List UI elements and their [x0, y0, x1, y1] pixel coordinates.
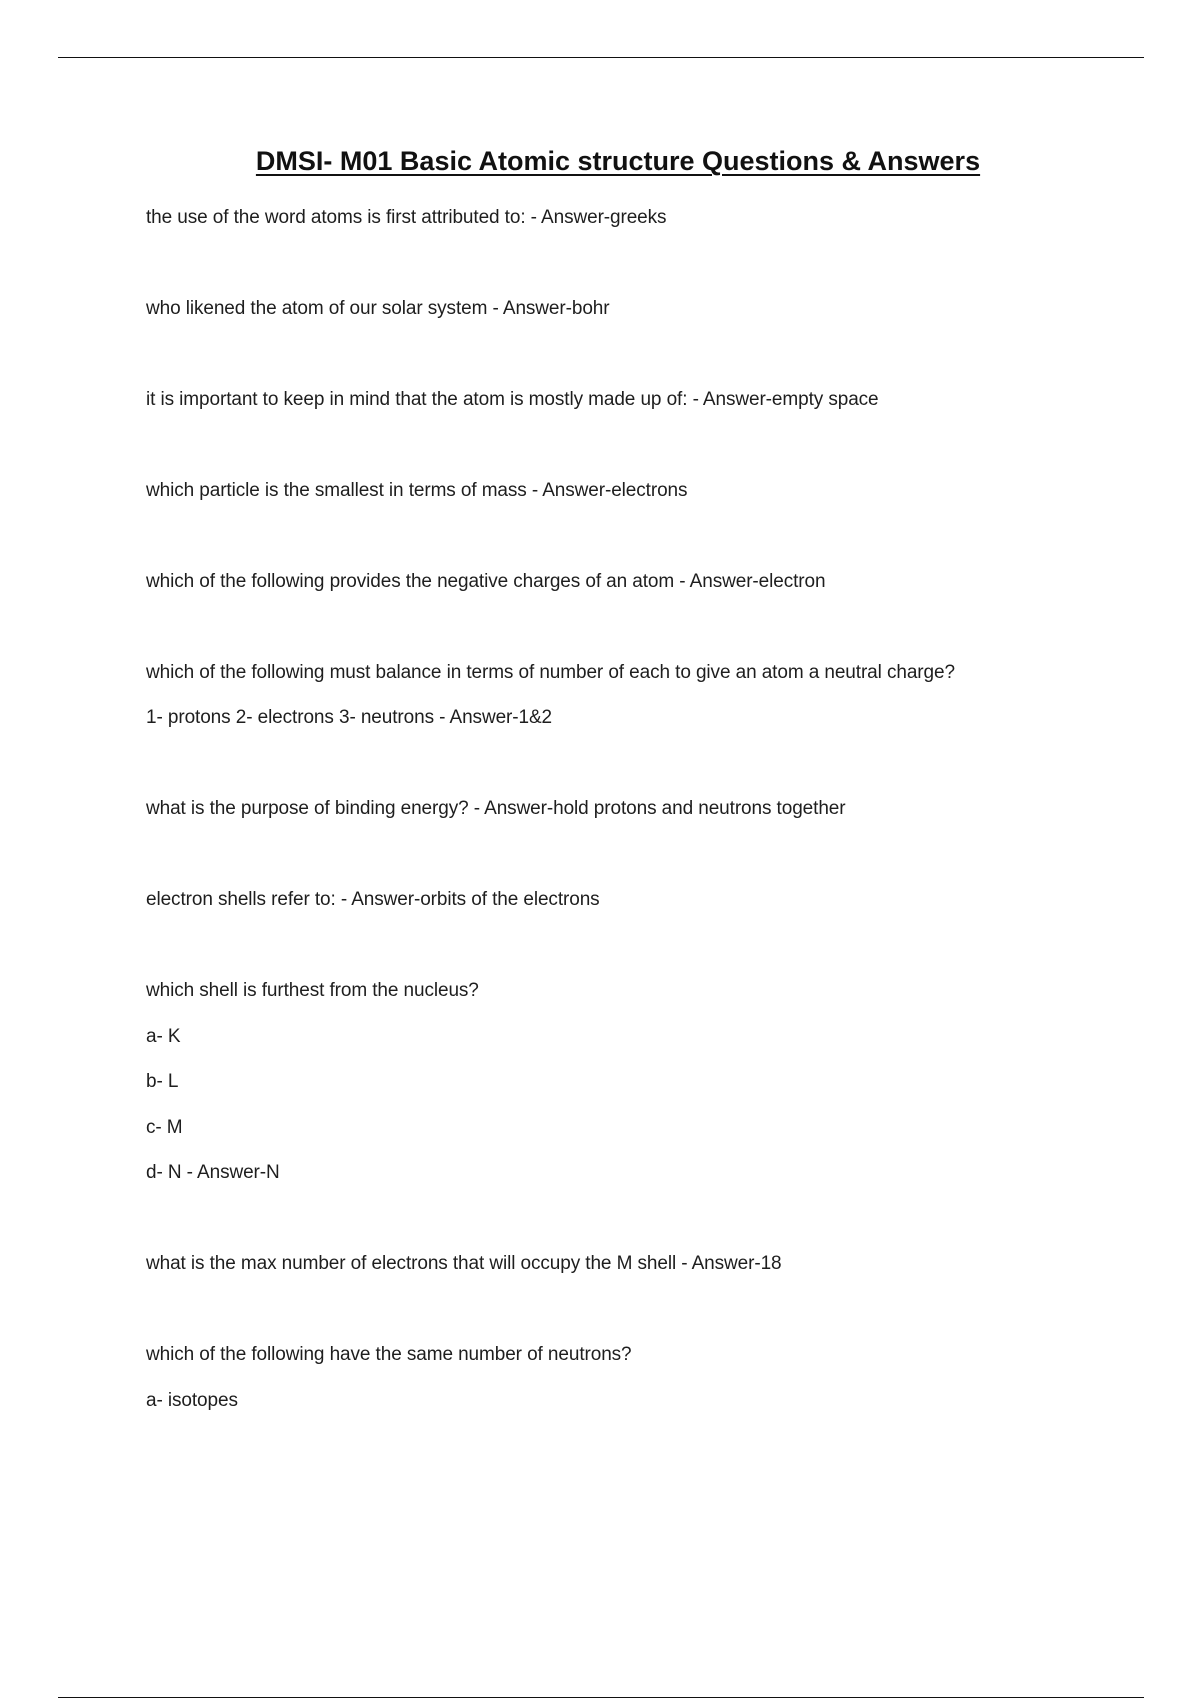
qa-line: what is the max number of electrons that will occupy the M shell - Answer-18 — [146, 1253, 782, 1274]
qa-line: which shell is furthest from the nucleus? — [146, 980, 479, 1001]
bottom-rule — [58, 1697, 1144, 1698]
qa-line: b- L — [146, 1071, 179, 1092]
qa-line: d- N - Answer-N — [146, 1162, 280, 1183]
qa-line: 1- protons 2- electrons 3- neutrons - Answer-1&2 — [146, 707, 553, 728]
qa-line: who likened the atom of our solar system - Answer-bohr — [146, 298, 610, 319]
qa-line: a- K — [146, 1026, 181, 1047]
qa-line: electron shells refer to: - Answer-orbits of the electrons — [146, 889, 600, 910]
qa-line: which of the following have the same number of neutrons? — [146, 1344, 632, 1365]
qa-line: which particle is the smallest in terms of mass - Answer-electrons — [146, 480, 688, 501]
qa-line: which of the following must balance in terms of number of each to give an atom a neutral charge? — [146, 662, 955, 683]
document-title: DMSI- M01 Basic Atomic structure Questions & Answers — [255, 146, 981, 176]
qa-line: which of the following provides the negative charges of an atom - Answer-electron — [146, 571, 826, 592]
qa-line: what is the purpose of binding energy? - Answer-hold protons and neutrons together — [146, 798, 846, 819]
qa-line: the use of the word atoms is first attributed to: - Answer-greeks — [146, 207, 667, 228]
qa-line: c- M — [146, 1117, 183, 1138]
qa-line: a- isotopes — [146, 1390, 238, 1411]
qa-line: it is important to keep in mind that the atom is mostly made up of: - Answer-empty space — [146, 389, 879, 410]
